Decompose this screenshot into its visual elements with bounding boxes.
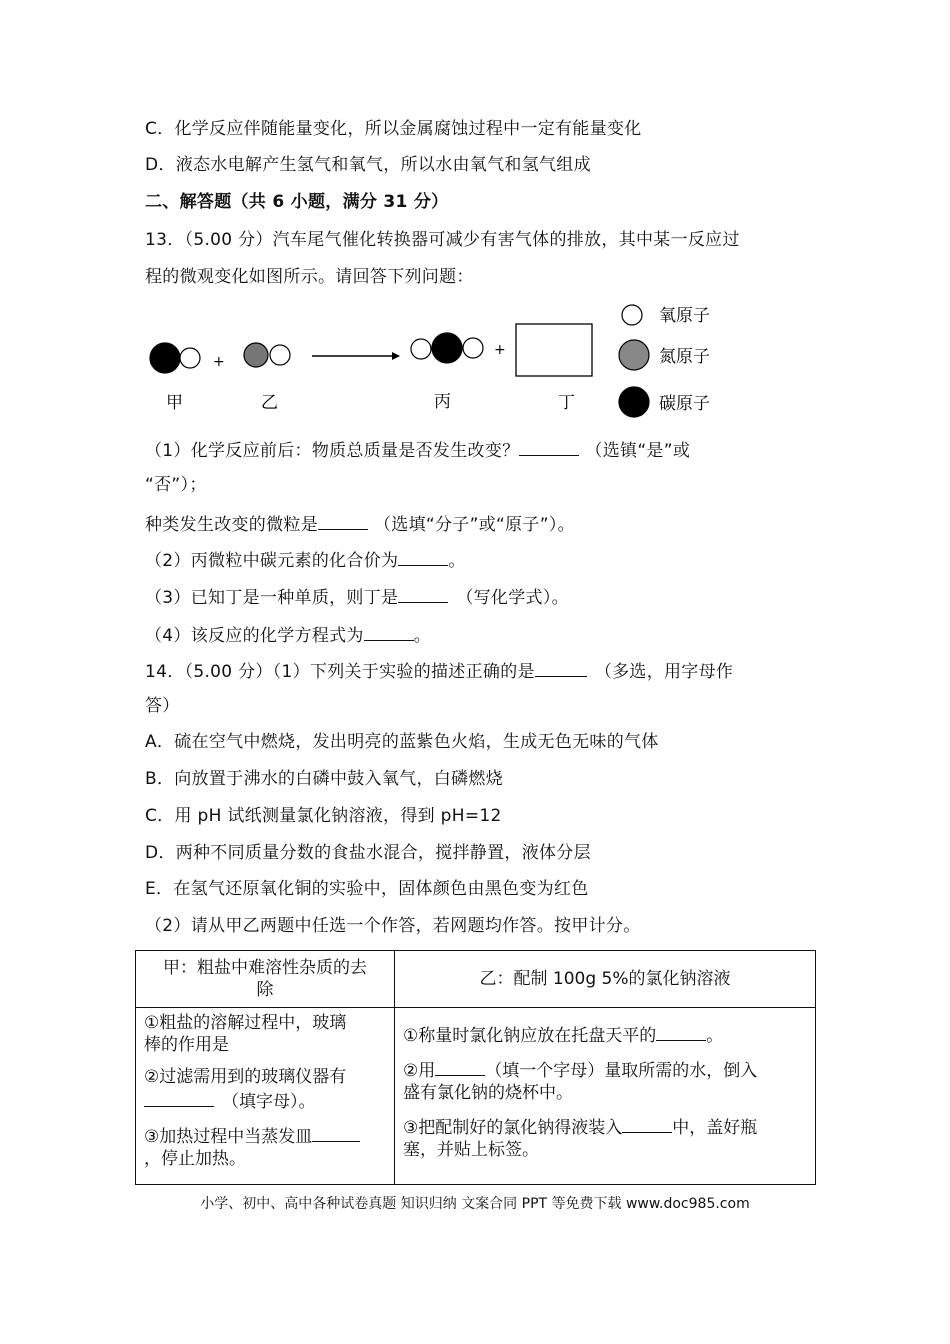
q13-sub2-text: （2）丙微粒中碳元素的化合价为 [145,551,399,571]
table-header-jia-line2: 除 [256,980,274,1000]
q14-stem-2: 答） [145,696,180,716]
jia-item2-line1: ②过滤需用到的玻璃仪器有 [144,1067,347,1087]
answer-blank[interactable] [622,1114,672,1133]
q13-sub1a-hint: （选镇“是”或 [585,441,691,461]
answer-blank[interactable] [398,584,448,603]
q13-sub1c-hint: （选填“分子”或“原子”）。 [374,515,575,535]
answer-blank[interactable] [398,547,448,566]
q14-option-c: C．用 pH 试纸测量氯化钠溶液，得到 pH=12 [145,806,502,826]
jia-item1-line2: 棒的作用是 [144,1035,229,1055]
table-cell-jia [136,1008,395,1185]
yi-item3-text: ③把配制好的氯化钠得液装入 [403,1118,623,1138]
reaction-diagram [140,296,740,426]
legend-carbon-label: 碳原子 [659,394,710,414]
label-ding: 丁 [558,393,575,413]
table-header-yi [395,951,816,1008]
q14-part2: （2）请从甲乙两题中任选一个作答，若网题均作答。按甲计分。 [145,916,641,936]
arrow-head-icon [392,352,400,360]
q13-sub4-end: 。 [413,626,432,646]
jia-item3-line2: ，停止加热。 [144,1149,246,1169]
yi-oxygen-atom [270,345,290,365]
q13-sub1a-text: （1）化学反应前后：物质总质量是否发生改变？ [145,441,520,461]
q13-sub3-text: （3）已知丁是一种单质，则丁是 [145,588,399,608]
yi-item1-text: ①称量时氯化钠应放在托盘天平的 [403,1026,657,1046]
jia-item1-line1: ①粗盐的溶解过程中，玻璃 [144,1013,347,1033]
answer-blank[interactable] [535,658,587,677]
answer-blank[interactable] [318,511,368,530]
q13-sub2-end: 。 [448,551,466,571]
jia-oxygen-atom [180,348,200,368]
q14-option-a: A．硫在空气中燃烧，发出明亮的蓝紫色火焰，生成无色无味的气体 [145,732,659,752]
q14-option-d: D．两种不同质量分数的食盐水混合，搅拌静置，液体分层 [145,843,591,863]
answer-blank[interactable] [364,622,414,641]
yi-item2-line1 [403,1057,807,1082]
label-yi: 乙 [261,393,278,413]
q13-sub3-hint: （写化学式）。 [456,588,569,608]
yi-nitrogen-atom [244,343,268,367]
yi-item1-end: 。 [706,1026,724,1046]
legend-nitrogen-icon [619,340,649,370]
plus-2: + [494,342,506,358]
answer-blank[interactable] [656,1022,706,1041]
jia-item3-line1 [144,1123,386,1148]
jia-item3-text: ③加热过程中当蒸发皿 [144,1127,313,1147]
q13-sub1c-text: 种类发生改变的微粒是 [145,515,318,535]
jia-item2-hint: （填字母）。 [222,1092,316,1112]
yi-item1 [403,1022,807,1047]
answer-blank[interactable] [144,1088,214,1107]
answer-blank[interactable] [312,1123,360,1142]
section-heading: 二、解答题（共 6 小题，满分 31 分） [145,192,449,212]
yi-item3-line2: 塞，并贴上标签。 [403,1140,539,1160]
legend-nitrogen-label: 氮原子 [659,347,710,367]
option-d: D．液态水电解产生氢气和氧气，所以水由氧气和氢气组成 [145,155,591,175]
bing-oxygen-atom-right [463,338,483,358]
bing-oxygen-atom-left [411,339,431,359]
q13-sub3 [145,584,569,609]
ding-box [516,324,592,376]
table-header-jia-line1: 甲：粗盐中难溶性杂质的去 [163,958,367,978]
answer-blank[interactable] [519,437,579,456]
yi-item3-hint: 中，盖好瓶 [672,1118,758,1138]
q13-stem-2: 程的微观变化如图所示。请回答下列问题： [145,267,474,287]
yi-item3-line1 [403,1114,807,1139]
q13-stem-1: 13．（5.00 分）汽车尾气催化转换器可减少有害气体的排放，其中某一反应过 [145,230,740,250]
choice-table [135,950,816,1185]
jia-item2-line2 [144,1088,386,1113]
q13-sub2 [145,547,466,572]
label-bing: 丙 [434,392,451,412]
bing-carbon-atom [432,333,462,363]
q14-stem-text: 14．（5.00 分）（1）下列关于实验的描述正确的是 [145,662,535,682]
q13-sub1c [145,511,575,536]
legend-carbon-icon [619,387,649,417]
yi-item2-line2: 盛有氯化钠的烧杯中。 [403,1083,573,1103]
yi-item2-text: ②用 [403,1061,436,1081]
q14-stem-1 [145,658,733,683]
option-c: C．化学反应伴随能量变化，所以金属腐蚀过程中一定有能量变化 [145,119,642,139]
q14-option-b: B．向放置于沸水的白磷中鼓入氧气，白磷燃烧 [145,769,503,789]
answer-blank[interactable] [435,1057,485,1076]
q13-sub4-text: （4）该反应的化学方程式为 [145,626,364,646]
jia-carbon-atom [150,343,180,373]
legend-oxygen-icon [622,305,642,325]
table-cell-yi [395,1008,816,1185]
table-header-yi-text: 乙：配制 100g 5%的氯化钠溶液 [479,969,731,989]
legend-oxygen-label: 氧原子 [659,306,710,326]
q13-sub4 [145,622,431,647]
label-jia: 甲 [166,393,183,413]
table-header-jia [136,951,395,1008]
plus-1: + [213,354,225,370]
q14-stem-hint: （多选，用字母作 [594,662,734,682]
q13-sub1a [145,437,690,462]
yi-item2-hint: （填一个字母）量取所需的水，倒入 [485,1061,758,1081]
q13-sub1b: “否”）； [145,475,207,495]
page-footer: 小学、初中、高中各种试卷真题 知识归纳 文案合同 PPT 等免费下载 www.doc985.com [200,1196,750,1212]
q14-option-e: E．在氢气还原氧化铜的实验中，固体颜色由黑色变为红色 [145,879,589,899]
